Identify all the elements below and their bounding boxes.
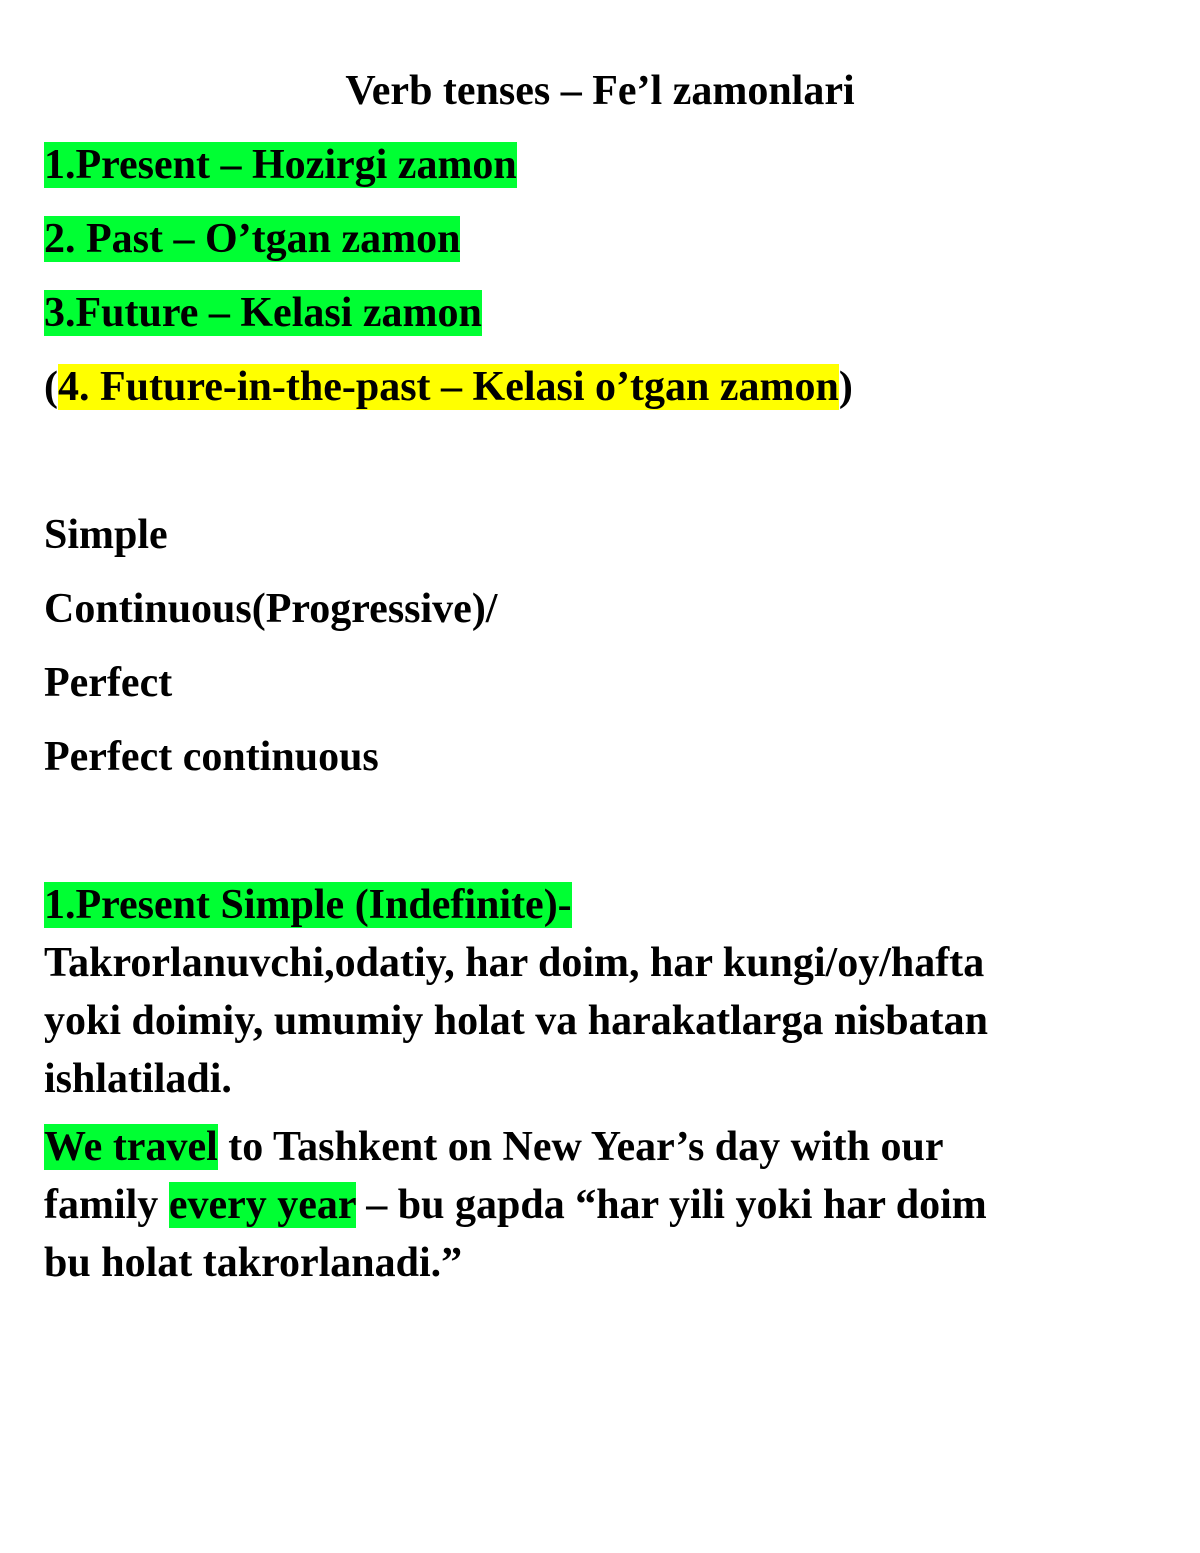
aspect-perfect: Perfect — [44, 660, 173, 706]
tense-past — [44, 210, 1124, 268]
paren-open: ( — [44, 364, 58, 410]
definition-line: ishlatiladi. — [44, 1056, 232, 1102]
tense-present-label: 1.Present – Hozirgi zamon — [44, 142, 517, 188]
example-highlight-subject: We travel — [44, 1124, 218, 1170]
tense-future-in-past-label: 4. Future-in-the-past – Kelasi o’tgan zamon — [58, 364, 839, 410]
example-text: – bu gapda “har yili yoki har doim — [355, 1182, 987, 1228]
tense-past-label: 2. Past – O’tgan zamon — [44, 216, 461, 262]
example-text: to Tashkent on New Year’s day with our — [217, 1124, 944, 1170]
spacer — [44, 802, 1124, 876]
tense-future-in-past — [44, 358, 1124, 416]
paren-close: ) — [838, 364, 853, 410]
aspect-continuous: Continuous(Progressive)/ — [44, 586, 498, 632]
tense-future — [44, 284, 1124, 342]
page-title: Verb tenses – Fe’l zamonlari — [345, 68, 855, 114]
aspect-perfect-continuous: Perfect continuous — [44, 734, 379, 780]
example-highlight-time: every year — [168, 1182, 356, 1228]
example-line-1 — [44, 1118, 1124, 1176]
document-page — [44, 62, 1124, 1292]
aspect-simple: Simple — [44, 512, 168, 558]
example-line-2 — [44, 1176, 1124, 1234]
definition-line: Takrorlanuvchi,odatiy, har doim, har kungi/oy/hafta — [44, 940, 985, 986]
example-paragraph — [44, 1118, 1124, 1292]
section-heading: 1.Present Simple (Indefinite)- — [44, 882, 572, 928]
example-text: family — [44, 1182, 169, 1228]
definition-line: yoki doimiy, umumiy holat va harakatlarga nisbatan — [44, 998, 988, 1044]
section-heading-line — [44, 876, 1124, 934]
tense-present — [44, 136, 1124, 194]
tense-future-label: 3.Future – Kelasi zamon — [44, 290, 482, 336]
spacer — [44, 432, 1124, 506]
present-simple-section — [44, 876, 1124, 1108]
example-line-3: bu holat takrorlanadi.” — [44, 1240, 463, 1286]
